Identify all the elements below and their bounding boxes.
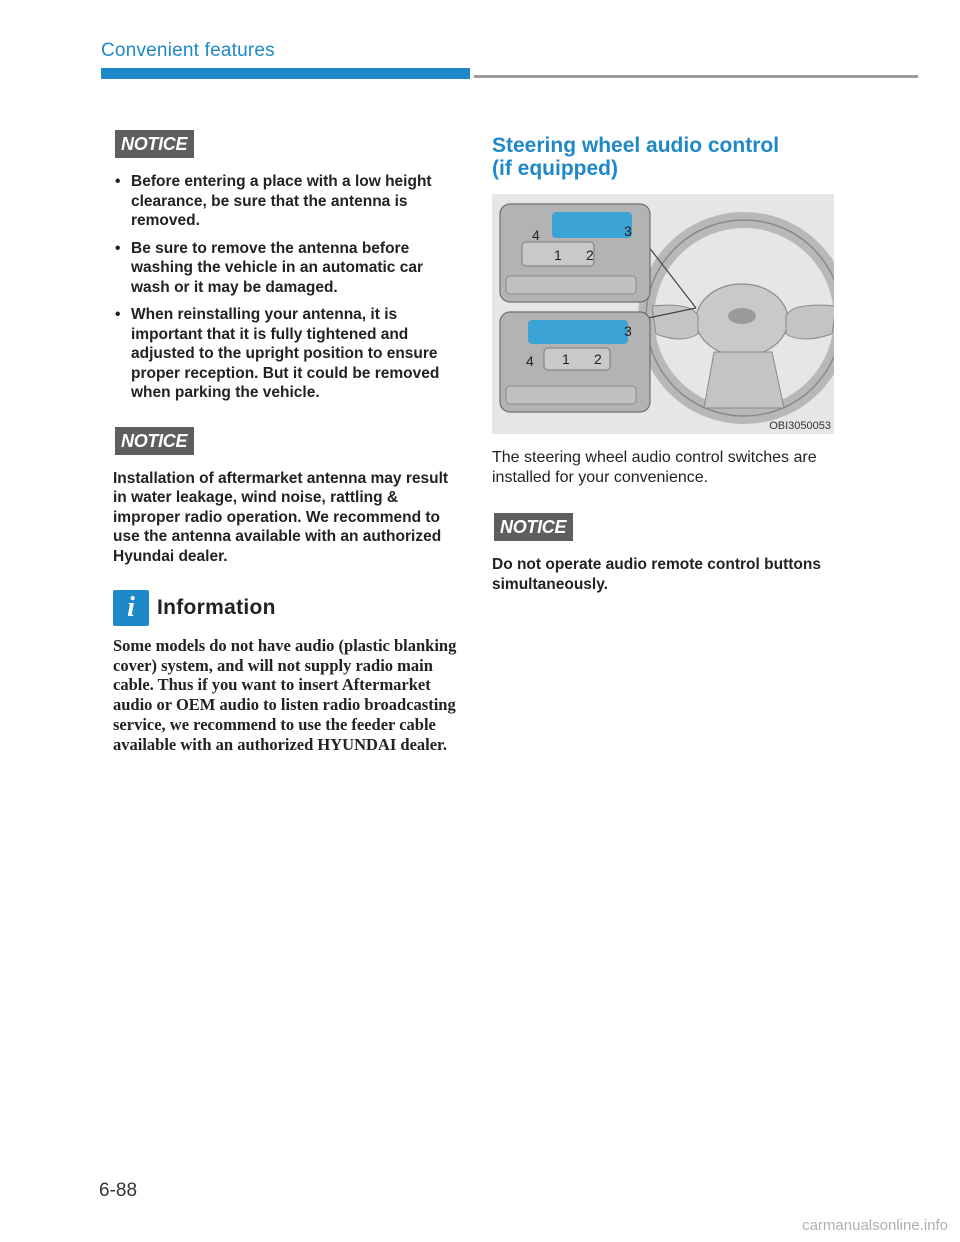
section-title-line: (if equipped): [492, 157, 618, 180]
notice-badge: NOTICE: [115, 427, 194, 455]
notice-text: Installation of aftermarket antenna may result in water leakage, wind noise, rattling & improper radio operation. We recommend to use the antenna available with an authorized Hyundai dealer.: [113, 469, 449, 565]
body-text: The steering wheel audio control switches are installed for your convenience.: [492, 449, 817, 486]
information-heading: [113, 590, 463, 626]
notice-badge: NOTICE: [494, 513, 573, 541]
inset-bottom-lower-buttons: [506, 386, 636, 404]
header-accent-bar: [101, 68, 470, 79]
steering-wheel-illustration: [492, 194, 834, 434]
inset-top-lower-buttons: [506, 276, 636, 294]
callout-label: 4: [526, 353, 534, 369]
header-title: Convenient features: [101, 40, 275, 61]
section-title-line: Steering wheel audio control: [492, 134, 780, 157]
notice-text: Do not operate audio remote control buttons simultaneously.: [492, 556, 821, 593]
notice-badge: NOTICE: [115, 130, 194, 158]
notice-antenna-removal: [113, 130, 463, 403]
right-column: [492, 134, 842, 618]
left-column: [113, 130, 463, 754]
wheel-spoke-right: [786, 305, 834, 339]
page-number: 6-88: [99, 1180, 138, 1201]
wheel-spoke-bottom: [704, 352, 784, 408]
callout-label: 1: [562, 351, 570, 367]
information-block: [113, 590, 463, 754]
information-title: Information: [157, 596, 276, 619]
callout-label: 2: [594, 351, 602, 367]
figure-code: OBI3050053: [769, 420, 831, 432]
steering-wheel-svg: [492, 194, 834, 434]
callout-label: 3: [624, 223, 632, 239]
info-icon: i: [113, 590, 149, 626]
list-item: • Be sure to remove the antenna before washing the vehicle in an automatic car wash or it may be damaged.: [113, 239, 463, 298]
list-item: • Before entering a place with a low height clearance, be sure that the antenna is removed.: [113, 172, 463, 231]
list-item: • When reinstalling your antenna, it is important that it is fully tightened and adjusted to the upright position to ensure proper reception. But it could be removed when parking the vehicle.: [113, 305, 463, 403]
header-rule: [474, 75, 918, 78]
callout-label: 3: [624, 323, 632, 339]
inset-top-highlight: [552, 212, 632, 238]
information-text: Some models do not have audio (plastic blanking cover) system, and will not supply radio main cable. Thus if you want to insert Aftermarket audio or OEM audio to listen radio broadcasting service, we recommend to use the feeder cable available with an authorized HYUNDAI dealer.: [113, 636, 457, 754]
notice-remote-buttons: [492, 513, 842, 594]
section-title: [492, 134, 842, 180]
wheel-spoke-left: [652, 305, 698, 339]
callout-label: 4: [532, 227, 540, 243]
notice-aftermarket-antenna: [113, 427, 463, 567]
inset-bottom-highlight: [528, 320, 628, 344]
notice-bullet-list: [113, 172, 463, 403]
callout-label: 1: [554, 247, 562, 263]
watermark: carmanualsonline.info: [802, 1217, 948, 1234]
callout-label: 2: [586, 247, 594, 263]
hub-logo: [728, 308, 756, 324]
